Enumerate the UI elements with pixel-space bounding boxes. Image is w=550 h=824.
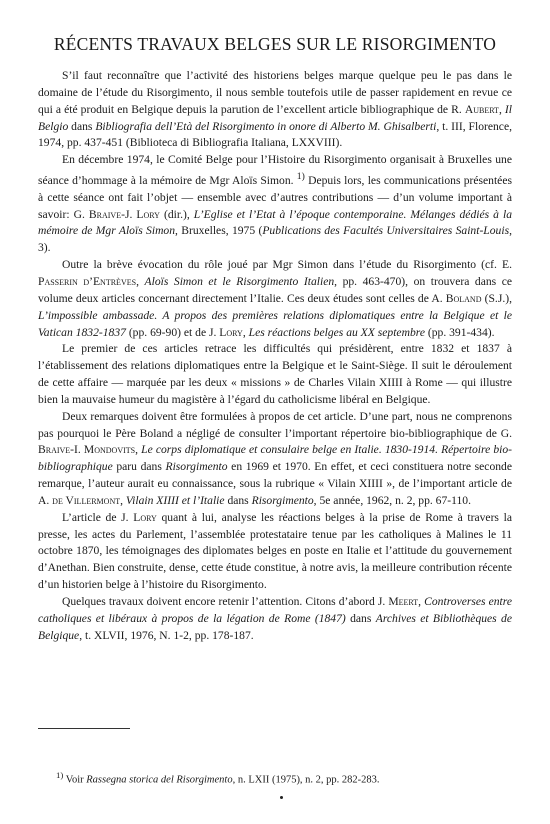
paragraph-7 bbox=[38, 594, 512, 645]
paragraph-3 bbox=[38, 257, 512, 341]
italic-text: Controverses entre catholiques et libéraux à propos de la légation de Rome (1847) bbox=[38, 595, 512, 625]
text-run: , n. LXII (1975), n. 2, pp. 282-283. bbox=[232, 774, 380, 786]
italic-text: L’impossible ambassade. A propos des premières relations diplomatiques entre la Belgique et le Vatican 1832-1837 bbox=[38, 308, 512, 339]
italic-text: Le corps diplomatique et consulaire belge en Italie. 1830-1914. Répertoire bio-bibliographique bbox=[38, 443, 513, 474]
text-run: S’il faut reconnaître que l’activité des historiens belges marque quelque peu le pas dans le domaine de l’étude du Risorgimento, il nous semble toutefois utile de passer rapidement en revue ce qui a été produit en Belgique depuis la parution de l’excellent article bibliographique de R. bbox=[38, 69, 512, 116]
text-run: , t. III, Florence, 1974, pp. 437-451 (Biblioteca di Bibliografia Italiana, LXXVIII). bbox=[38, 119, 512, 150]
text-run: (pp. 391-434). bbox=[424, 325, 495, 339]
page-mark bbox=[280, 796, 283, 799]
author-name: Braive bbox=[88, 207, 122, 221]
footnote-divider bbox=[38, 728, 130, 729]
italic-text: Rassegna storica del Risorgimento bbox=[86, 774, 233, 786]
text-run: , bbox=[498, 102, 505, 116]
text-run: Le premier de ces articles retrace les difficultés qui présidèrent, entre 1832 et 1837 à l’établissement des relations diplomatiques entre la Belgique et le Saint-Siège. Il suit le déroulement de cette affaire — marquée par les deux « missions » de Charles Vilain XIIII à Rome — qui illustre bien la mauvaise humeur du magistère à l’égard du catholicisme libéral en Belgique. bbox=[38, 342, 512, 406]
footnote bbox=[56, 768, 516, 788]
italic-text: Vilain XIIII et l’Italie bbox=[125, 493, 225, 507]
text-run: , bbox=[242, 325, 249, 339]
text-run: dans bbox=[345, 611, 376, 625]
text-run: Voir bbox=[63, 774, 87, 786]
text-run: (S.J.), bbox=[481, 291, 512, 305]
text-run: en 1969 et 1970. En effet, et ceci constituera notre seconde remarque, l’auteur aurait eu connaissance, sous la rubrique « Vilain XIIII », de l’important article de A. bbox=[38, 460, 512, 507]
author-name: Meert bbox=[388, 595, 419, 609]
author-name: de Villermont bbox=[52, 493, 121, 507]
paragraph-5 bbox=[38, 409, 512, 510]
text-run: Depuis lors, les communications présentées à cette séance ont fait l’objet — ensemble avec d’autres contributions — d’un volume important à savoir: G. bbox=[38, 173, 512, 221]
article-title: RÉCENTS TRAVAUX BELGES SUR LE RISORGIMENTO bbox=[53, 34, 497, 54]
text-run: En décembre 1974, le Comité Belge pour l’Histoire du Risorgimento organisait à Bruxelles une séance d’hommage à la mémoire de Mgr Aloïs Simon. bbox=[38, 153, 512, 187]
author-name: Boland bbox=[445, 291, 482, 305]
author-name: Aubert bbox=[464, 102, 499, 116]
text-run: dans bbox=[68, 119, 96, 133]
text-run: Deux remarques doivent être formulées à propos de cet article. D’une part, nous ne comprenons pas pourquoi le Père Boland a négligé de consulter l’important répertoire bio-bibliographique de G. bbox=[38, 409, 512, 440]
italic-text: Publications des Facultés Universitaires Saint-Louis bbox=[262, 224, 510, 238]
paragraph-2 bbox=[38, 152, 512, 257]
text-run: , t. XLVII, 1976, N. 1-2, pp. 178-187. bbox=[79, 628, 254, 642]
italic-text: L’Eglise et l’Etat à l’époque contemporaine. Mélanges dédiés à la mémoire de Mgr Aloïs Simon bbox=[38, 207, 513, 238]
article-body bbox=[38, 68, 512, 645]
paragraph-6 bbox=[38, 510, 512, 594]
author-name: Lory bbox=[136, 207, 160, 221]
text-run: -J. bbox=[121, 207, 137, 221]
text-run: , bbox=[135, 443, 142, 457]
text-run: L’article de J. bbox=[62, 510, 134, 524]
text-run: , 3). bbox=[38, 224, 512, 255]
author-name: Lory bbox=[219, 325, 243, 339]
italic-text: Risorgimento bbox=[251, 493, 314, 507]
italic-text: Bibliografia dell’Età del Risorgimento in onore di Alberto M. Ghisalberti bbox=[95, 119, 437, 133]
text-run: , bbox=[136, 274, 145, 288]
text-run: (pp. 69-90) et de J. bbox=[125, 325, 220, 339]
text-run: quant à lui, analyse les réactions belges à la prise de Rome à travers la presse, les actes du Parlement, l’assemblée protestataire tenue par les catholiques à Malines le 11 octobre 1870, les témoignages des diplomates belges en poste en Italie et l’attitude du gouvernement d’Anethan. Bien construite, dense, cette étude constitue, à notre avis, la meilleure contribution récente d’un historien belge à l’histoire du Risorgimento. bbox=[38, 510, 512, 592]
text-run: , 5e année, 1962, n. 2, pp. 67-110. bbox=[313, 493, 471, 507]
text-run: , Bruxelles, 1975 ( bbox=[175, 224, 263, 238]
paragraph-1 bbox=[38, 68, 512, 152]
footnote-ref: 1) bbox=[56, 770, 64, 780]
author-name: Lory bbox=[133, 510, 157, 524]
italic-text: Risorgimento bbox=[165, 460, 228, 474]
text-run: , bbox=[418, 595, 425, 609]
author-name: Braive-I. Mondovits bbox=[38, 443, 136, 457]
author-name: Passerin d’Entrèves bbox=[38, 274, 137, 288]
italic-text: Aloïs Simon et le Risorgimento Italien bbox=[144, 274, 335, 288]
paragraph-4 bbox=[38, 341, 512, 408]
text-run: Outre la brève évocation du rôle joué par Mgr Simon dans l’étude du Risorgimento (cf. E. bbox=[62, 258, 512, 272]
italic-text: Il Belgio bbox=[38, 102, 513, 133]
footnote-ref: 1) bbox=[296, 171, 305, 183]
text-run: paru dans bbox=[112, 460, 166, 474]
text-run: (dir.), bbox=[159, 207, 194, 221]
italic-text: Les réactions belges au XX septembre bbox=[248, 325, 425, 339]
text-run: dans bbox=[224, 493, 252, 507]
italic-text: Archives et Bibliothèques de Belgique bbox=[38, 611, 512, 642]
text-run: , bbox=[120, 493, 126, 507]
text-run: , pp. 463-470), on trouvera dans ce volume deux articles concernant directement l’Italie. Ces deux études sont celles de A. bbox=[38, 274, 513, 305]
text-run: Quelques travaux doivent encore retenir l’attention. Citons d’abord J. bbox=[62, 595, 389, 609]
